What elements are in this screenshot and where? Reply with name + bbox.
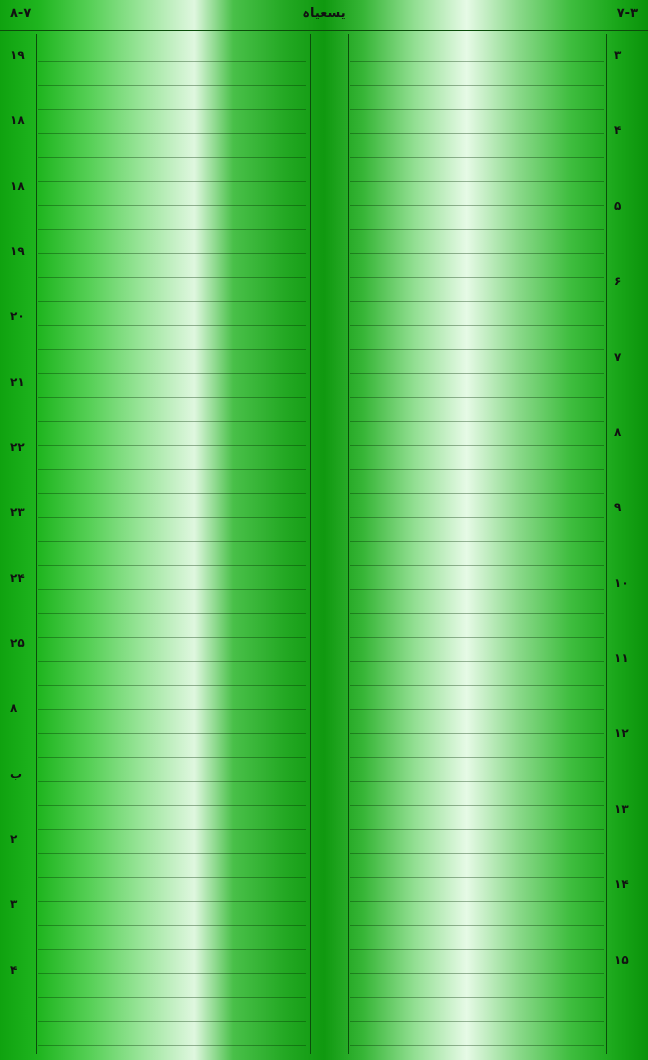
right-text-line [350, 278, 604, 302]
left-text-line [38, 806, 306, 830]
column-rule-right-outer [606, 34, 607, 1054]
verse-number-right: ۱۰ [614, 576, 629, 590]
right-text-line [350, 878, 604, 902]
verse-number-left: ۴ [10, 963, 18, 977]
left-text-line [38, 854, 306, 878]
left-text-line [38, 902, 306, 926]
verse-number-left: ۲۳ [10, 505, 25, 519]
verse-number-left: ب [10, 767, 23, 781]
right-text-line [350, 758, 604, 782]
verse-number-left: ۲۱ [10, 375, 25, 389]
left-text-line [38, 710, 306, 734]
right-text-line [350, 830, 604, 854]
left-text-line [38, 86, 306, 110]
right-text-line [350, 638, 604, 662]
left-text-line [38, 446, 306, 470]
verse-number-right: ۱۵ [614, 953, 629, 967]
left-text-line [38, 686, 306, 710]
left-text-line [38, 182, 306, 206]
left-text-line [38, 878, 306, 902]
page-header [0, 0, 648, 31]
left-text-line [38, 398, 306, 422]
header-chapter-range-right: ۷-۳ [616, 6, 638, 21]
left-text-line [38, 638, 306, 662]
right-text-line [350, 110, 604, 134]
right-text-line [350, 86, 604, 110]
verse-number-left: ۱۸ [10, 179, 25, 193]
left-text-line [38, 662, 306, 686]
right-text-line [350, 686, 604, 710]
right-text-line [350, 806, 604, 830]
verse-number-left: ۱۹ [10, 244, 25, 258]
left-text-column [38, 38, 306, 1052]
right-text-column [350, 38, 604, 1052]
verse-number-left: ۲ [10, 832, 18, 846]
verse-number-left: ۲۲ [10, 440, 25, 454]
right-text-line [350, 974, 604, 998]
left-text-line [38, 206, 306, 230]
right-text-line [350, 662, 604, 686]
right-text-line [350, 1046, 604, 1060]
left-text-line [38, 302, 306, 326]
left-text-line [38, 230, 306, 254]
right-text-line [350, 350, 604, 374]
left-text-line [38, 830, 306, 854]
left-text-line [38, 926, 306, 950]
verse-number-left: ۳ [10, 897, 18, 911]
left-text-line [38, 758, 306, 782]
verse-number-right: ۱۲ [614, 726, 629, 740]
right-text-line [350, 998, 604, 1022]
left-text-line [38, 566, 306, 590]
verse-number-left: ۱۹ [10, 48, 25, 62]
left-text-line [38, 326, 306, 350]
left-text-line [38, 38, 306, 62]
right-text-line [350, 854, 604, 878]
left-text-line [38, 590, 306, 614]
right-text-line [350, 158, 604, 182]
right-text-line [350, 902, 604, 926]
right-text-line [350, 374, 604, 398]
left-text-line [38, 974, 306, 998]
right-text-line [350, 590, 604, 614]
right-text-line [350, 734, 604, 758]
left-text-line [38, 134, 306, 158]
right-text-line [350, 230, 604, 254]
verse-number-left: ۸ [10, 701, 18, 715]
verse-number-right: ۳ [614, 48, 622, 62]
verse-number-left: ۲۴ [10, 571, 25, 585]
left-text-line [38, 998, 306, 1022]
column-rule-left-outer [36, 34, 37, 1054]
left-text-line [38, 518, 306, 542]
left-text-line [38, 782, 306, 806]
verse-number-right: ۶ [614, 274, 622, 288]
left-text-line [38, 110, 306, 134]
right-text-line [350, 926, 604, 950]
left-text-line [38, 278, 306, 302]
verse-number-right: ۹ [614, 500, 622, 514]
left-text-line [38, 254, 306, 278]
verse-number-right: ۸ [614, 425, 622, 439]
header-book-title: یسعیاہ [302, 6, 346, 21]
left-text-line [38, 734, 306, 758]
header-chapter-range-left: ۸-۷ [10, 6, 32, 21]
verse-number-left: ۲۵ [10, 636, 25, 650]
left-text-line [38, 374, 306, 398]
right-text-line [350, 254, 604, 278]
right-text-line [350, 566, 604, 590]
right-text-line [350, 542, 604, 566]
right-text-line [350, 326, 604, 350]
right-text-line [350, 446, 604, 470]
right-text-line [350, 134, 604, 158]
verse-number-right: ۱۴ [614, 877, 629, 891]
left-text-line [38, 542, 306, 566]
column-rule-left-inner [310, 34, 311, 1054]
right-text-line [350, 614, 604, 638]
left-text-line [38, 1046, 306, 1060]
verse-number-right: ۷ [614, 350, 622, 364]
right-text-line [350, 1022, 604, 1046]
right-text-line [350, 470, 604, 494]
right-text-line [350, 398, 604, 422]
right-text-line [350, 302, 604, 326]
left-text-line [38, 350, 306, 374]
right-text-line [350, 422, 604, 446]
left-text-line [38, 1022, 306, 1046]
verse-number-left: ۱۸ [10, 113, 25, 127]
verse-number-right: ۱۱ [614, 651, 629, 665]
verse-number-right: ۱۳ [614, 802, 629, 816]
right-text-line [350, 518, 604, 542]
left-text-line [38, 614, 306, 638]
right-text-line [350, 38, 604, 62]
right-text-line [350, 494, 604, 518]
column-rule-right-inner [348, 34, 349, 1054]
right-text-line [350, 182, 604, 206]
right-text-line [350, 62, 604, 86]
right-text-line [350, 710, 604, 734]
right-text-line [350, 782, 604, 806]
verse-number-right: ۵ [614, 199, 622, 213]
left-text-line [38, 422, 306, 446]
left-text-line [38, 470, 306, 494]
left-text-line [38, 494, 306, 518]
left-text-line [38, 62, 306, 86]
right-text-line [350, 950, 604, 974]
left-text-line [38, 950, 306, 974]
verse-number-left: ۲۰ [10, 309, 25, 323]
verse-number-right: ۴ [614, 123, 622, 137]
left-text-line [38, 158, 306, 182]
right-text-line [350, 206, 604, 230]
